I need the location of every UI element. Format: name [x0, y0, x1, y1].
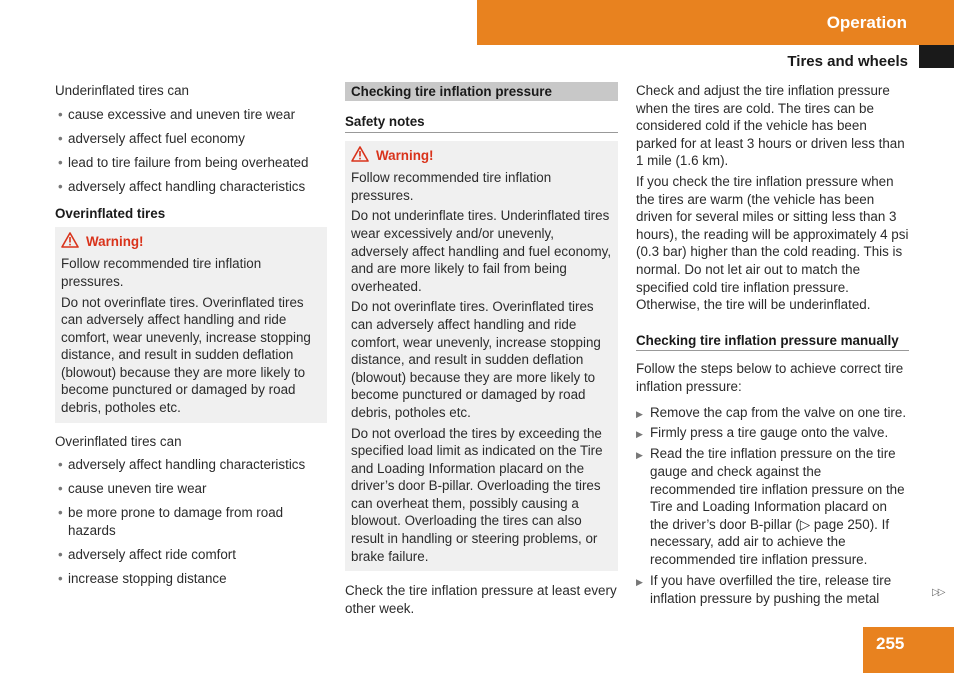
- safety-notes-heading: Safety notes: [345, 113, 618, 133]
- steps-list: [636, 404, 909, 608]
- underinflated-intro: Underinflated tires can: [55, 83, 189, 98]
- overinflated-heading: Overinflated tires: [55, 206, 166, 222]
- column-middle: [345, 82, 618, 617]
- list-item: • cause uneven tire wear: [55, 480, 327, 498]
- subsection-title: Tires and wheels: [787, 53, 908, 70]
- warning-title: [61, 232, 321, 253]
- warning-label: Warning!: [86, 234, 144, 250]
- warning-title: [351, 146, 612, 167]
- warning-text: Do not overinflate tires. Overinflated tires can adversely affect handling and ride comfort, wear unevenly, increase stopping distance, and result in sudden deflation (blowout) because they are more likely to become punctured or damaged by road debris, potholes etc.: [351, 299, 601, 420]
- list-item: • lead to tire failure from being overheated: [55, 154, 327, 172]
- warning-triangle-icon: [61, 232, 79, 253]
- section-heading: Checking tire inflation pressure: [345, 82, 618, 101]
- underinflated-list: [55, 106, 327, 196]
- warning-text: Follow recommended tire inflation pressures.: [61, 256, 262, 289]
- column-right: [636, 82, 909, 611]
- manual-check-heading: Checking tire inflation pressure manually: [636, 332, 909, 352]
- list-item: • increase stopping distance: [55, 570, 327, 588]
- chapter-tab-marker: [919, 45, 954, 68]
- continued-arrow-icon: ▷▷: [932, 587, 944, 598]
- warning-text: Do not underinflate tires. Underinflated tires wear excessively and/or unevenly, adversely affect handling and fuel economy, and are more likely to fail from being overheated.: [351, 208, 612, 294]
- step-item: ▶ If you have overfilled the tire, release tire inflation pressure by pushing the metal: [636, 572, 909, 607]
- warning-text: Follow recommended tire inflation pressures.: [351, 170, 552, 203]
- page-number: 255: [863, 627, 954, 673]
- warning-triangle-icon: [351, 146, 369, 167]
- list-item: • adversely affect ride comfort: [55, 546, 327, 564]
- step-item: ▶ Firmly press a tire gauge onto the valve.: [636, 424, 909, 442]
- overinflated-list: [55, 456, 327, 587]
- section-title: Operation: [826, 12, 907, 32]
- step-item: ▶ Remove the cap from the valve on one tire.: [636, 404, 909, 422]
- list-item: • be more prone to damage from road hazards: [55, 504, 327, 539]
- warning-label: Warning!: [376, 148, 434, 164]
- warning-box: [55, 227, 327, 423]
- list-item: • cause excessive and uneven tire wear: [55, 106, 327, 124]
- list-item: • adversely affect fuel economy: [55, 130, 327, 148]
- overinflated-intro: Overinflated tires can: [55, 433, 182, 449]
- warning-text: Do not overinflate tires. Overinflated tires can adversely affect handling and ride comfort, wear unevenly, increase stopping distance, and result in sudden deflation (blowout) because they are more likely to become punctured or damaged by road debris, potholes etc.: [61, 294, 311, 416]
- manual-intro: Follow the steps below to achieve correct tire inflation pressure:: [636, 361, 904, 394]
- step-item: ▶ Read the tire inflation pressure on the tire gauge and check against the recommended tire inflation pressure on the Tire and Loading Information placard on the driver’s door B-pillar (▷ page 250). If necessary, add air to achieve the recommended tire inflation pressure.: [636, 445, 909, 568]
- list-item: • adversely affect handling characteristics: [55, 456, 327, 474]
- warm-tires-text: If you check the tire inflation pressure when the tires are warm (the vehicle has been driven for several miles or sitting less than 3 hours), the reading will be approximately 4 psi (0.3 bar) higher than the cold reading. This is normal. Do not let air out to match the specified cold tire inflation pressure. Otherwise, the tire will be underinflated.: [636, 173, 909, 313]
- warning-text: Do not overload the tires by exceeding the specified load limit as indicated on the Tire and Loading Information placard on the driver’s door B-pillar. Overloading the tires can overheat them, possibly causing a blowout. Overloading the tires can also result in handling or steering problems, or brake failure.: [351, 425, 603, 564]
- closing-text: Check the tire inflation pressure at least every other week.: [345, 583, 617, 616]
- cold-tires-text: Check and adjust the tire inflation pressure when the tires are cold. The tires can be considered cold if the vehicle has been parked for at least 3 hours or driven less than 1 mile (1.6 km).: [636, 83, 905, 169]
- warning-box: [345, 141, 618, 572]
- column-left: [55, 82, 327, 594]
- section-header: [477, 0, 954, 45]
- list-item: • adversely affect handling characteristics: [55, 178, 327, 196]
